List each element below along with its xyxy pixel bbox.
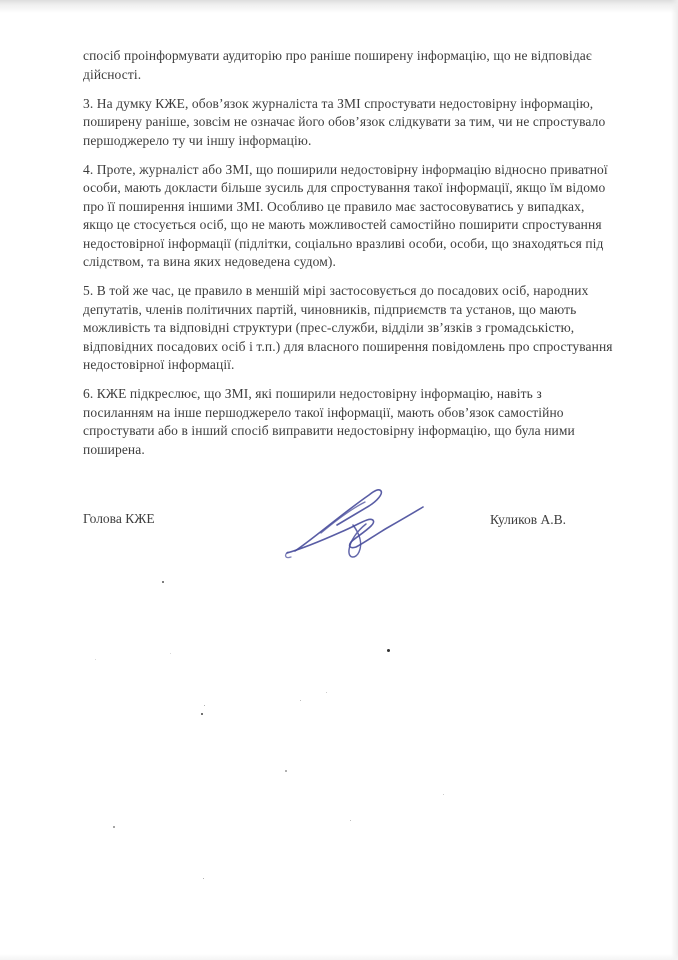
paragraph-5: 5. В той же час, це правило в меншій мірі застосовується до посадових осіб, народних депутатів, членів політичних партій, чиновників, підприємств та установ, що мають можливість та відповідні структури (прес-служби, відділи зв’язків з громадськістю, відповідних посадових осіб і т.п.) для власного поширення повідомлень про спростування недостовірної інформації. xyxy=(83,283,613,372)
scan-speck xyxy=(326,692,327,693)
scan-speck xyxy=(285,770,287,772)
scan-speck xyxy=(300,700,301,701)
document-body xyxy=(83,47,614,470)
scan-speck xyxy=(162,581,164,583)
paragraph-4: 4. Проте, журналіст або ЗМІ, що поширили недостовірну інформацію відносно приватної особи, мають докласти більше зусиль для спростування такої інформації, якщо їм відомо про її поширення іншими ЗМІ. Особливо це правило має застосовуватись у випадках, якщо це стосується осіб, що не мають можливостей самостійно поширити спростування недостовірної інформації (підлітки, соціально вразливі особи, особи, що знаходяться під слідством, та вина яких недоведена судом). xyxy=(83,161,608,269)
scan-edge-top xyxy=(0,0,678,13)
signatory-role-label: Голова КЖЕ xyxy=(83,511,155,526)
scan-speck xyxy=(350,820,351,821)
paragraph-3: 3. На думку КЖЕ, обов’язок журналіста та ЗМІ спростувати недостовірну інформацію, поширену раніше, зовсім не означає його обов’язок слідкувати за тим, чи не спростувало першоджерело ту чи іншу інформацію. xyxy=(83,95,606,148)
scan-speck xyxy=(113,826,115,828)
scan-edge-bottom xyxy=(0,954,678,960)
handwritten-signature xyxy=(281,481,431,566)
signature-ink xyxy=(281,481,431,566)
paragraph-6: 6. КЖЕ підкреслює, що ЗМІ, які поширили недостовірну інформацію, навіть з посиланням на інше першоджерело такої інформації, мають обов’язок самостійно спростувати або в інший спосіб виправити недостовірну інформацію, що була ними поширена. xyxy=(83,386,575,457)
scan-speck xyxy=(170,653,171,654)
signatory-name-label: Куликов А.В. xyxy=(490,512,566,527)
scan-speck xyxy=(203,878,204,879)
paragraph-continuation: спосіб проінформувати аудиторію про раніше поширену інформацію, що не відповідає дійсності. xyxy=(83,48,592,82)
scan-speck xyxy=(95,659,96,660)
scan-speck xyxy=(204,705,205,706)
scan-speck xyxy=(201,713,203,715)
scan-speck xyxy=(443,794,444,795)
scan-edge-right xyxy=(671,0,678,960)
scan-speck xyxy=(387,649,390,652)
